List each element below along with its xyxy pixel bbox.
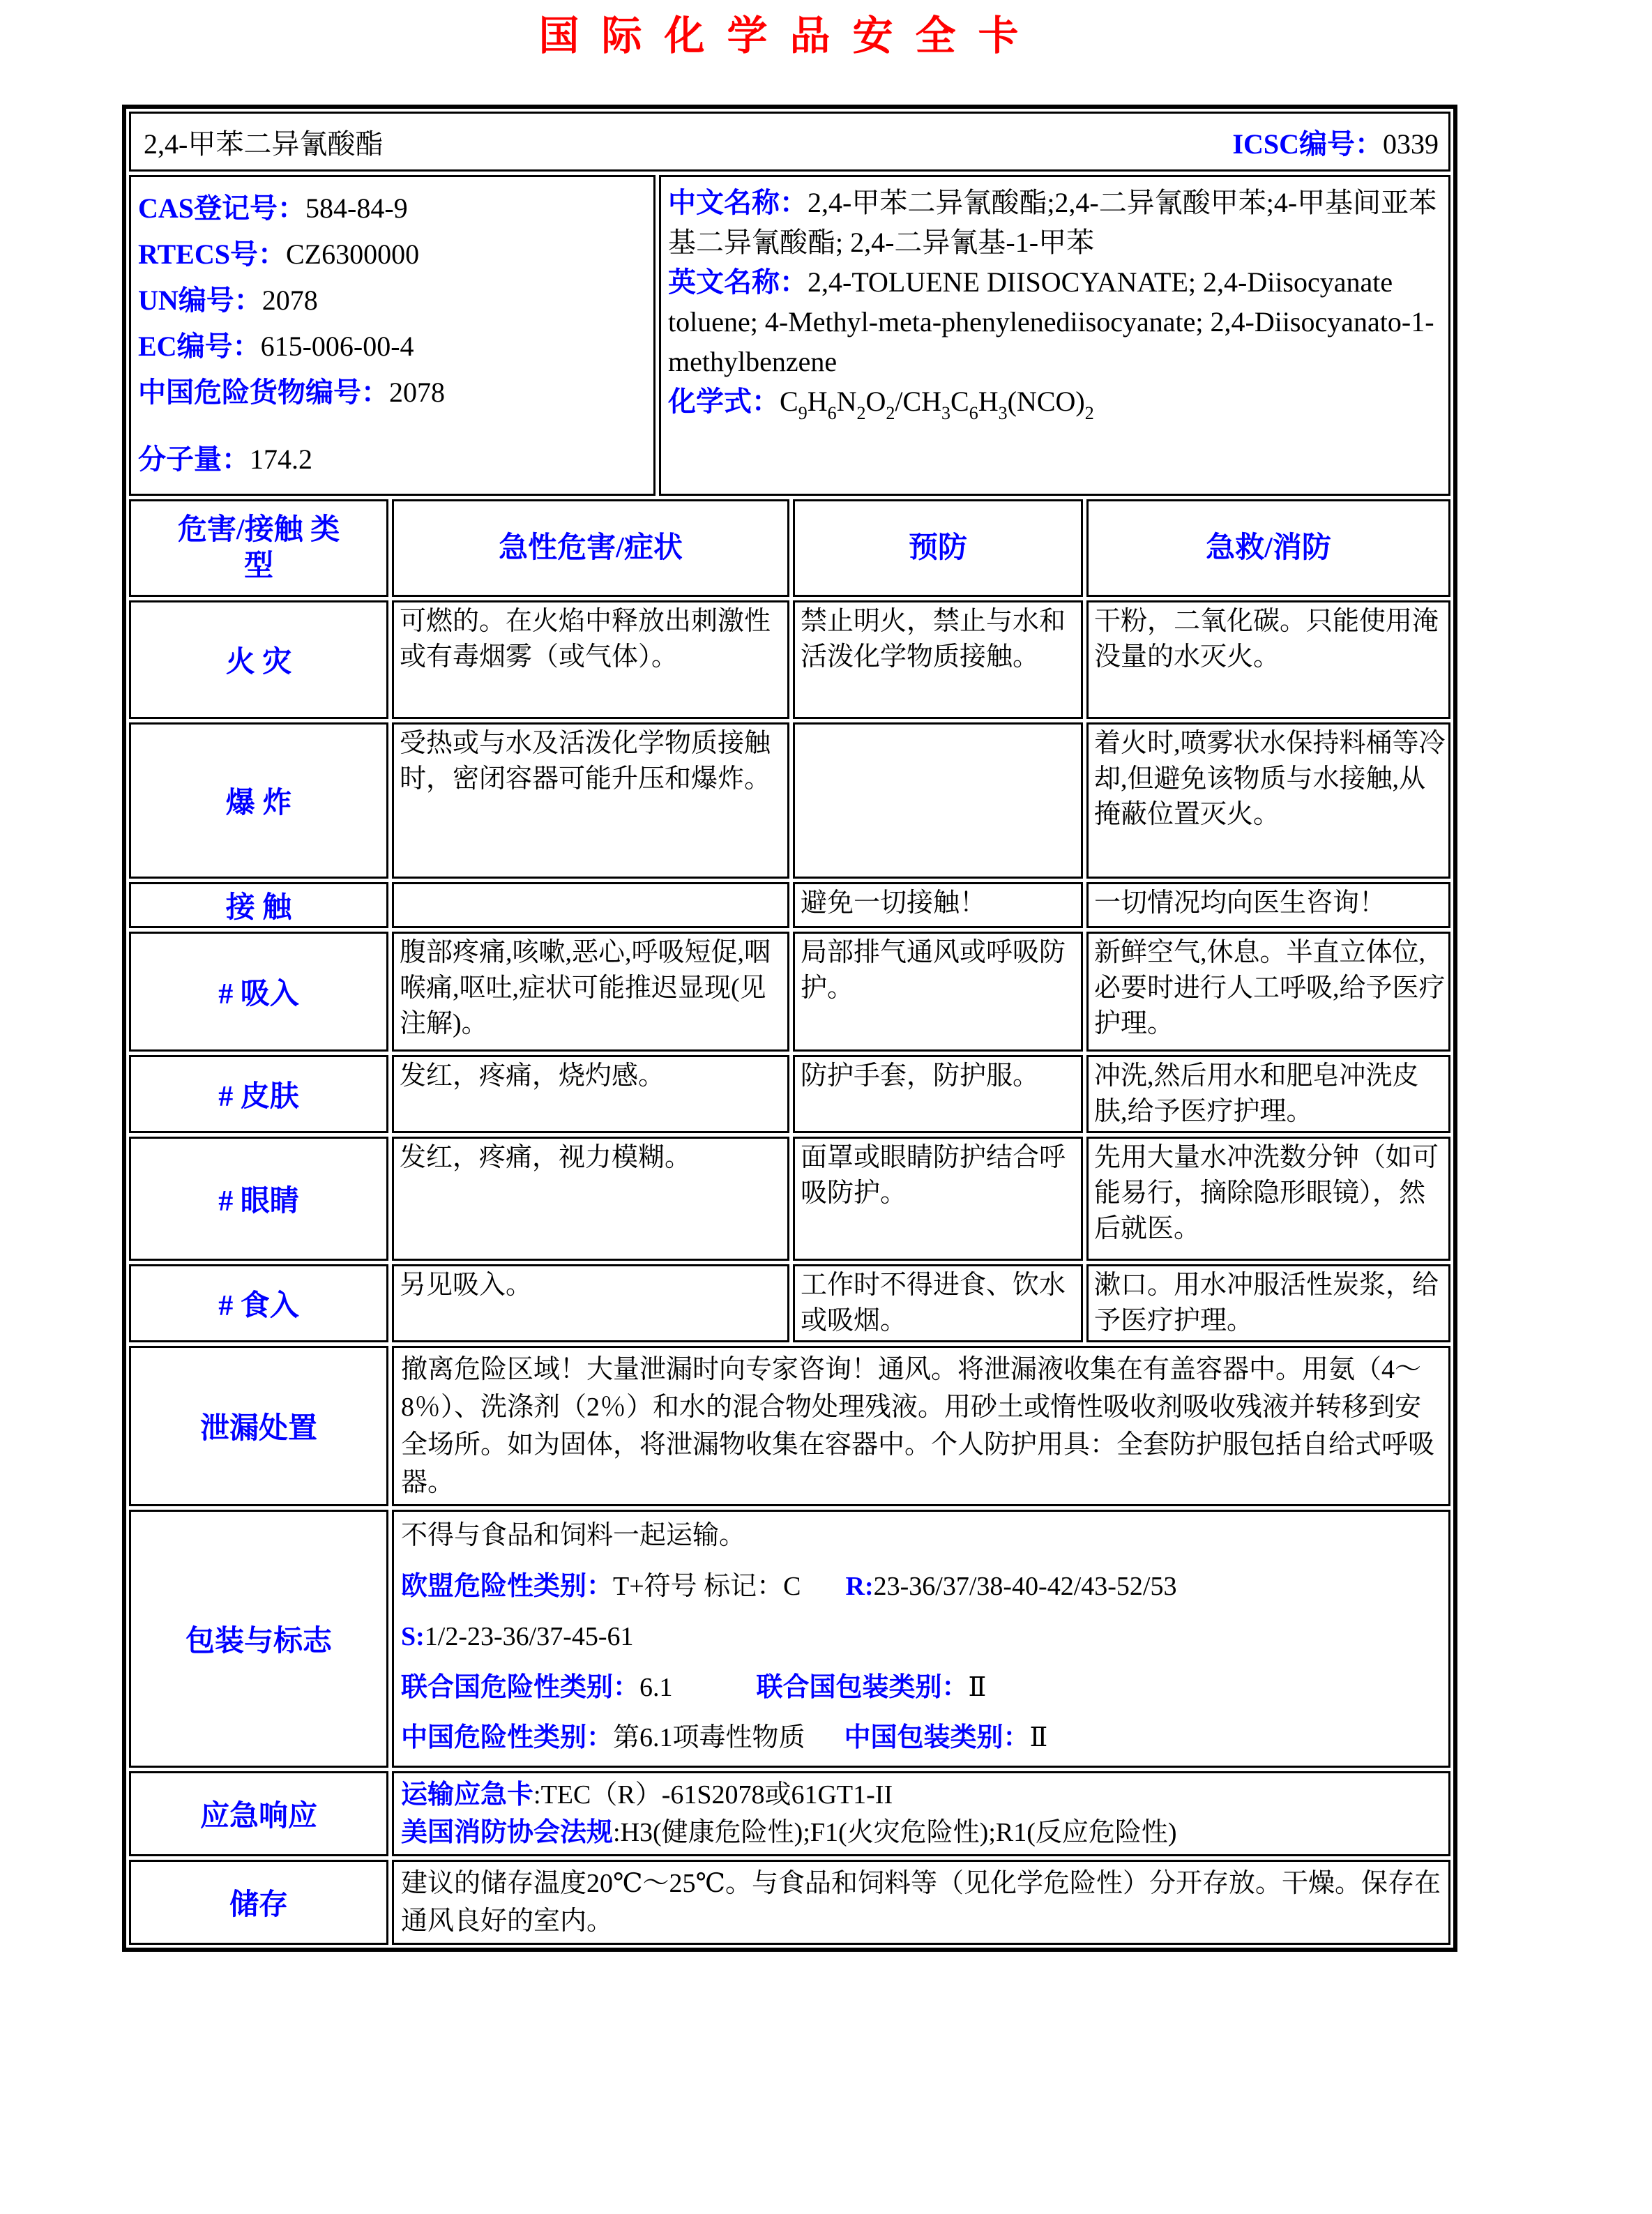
- ingestion-symptom-cell: 另见吸入。: [392, 1264, 789, 1342]
- row-label-skin: # 皮肤: [129, 1055, 388, 1133]
- rtecs-label: RTECS号：: [138, 238, 286, 270]
- un-class-label: 联合国危险性类别：: [401, 1672, 640, 1702]
- storage-label: 储存: [129, 1860, 388, 1945]
- r-phrases-value: 23-36/37/38-40-42/43-52/53: [873, 1571, 1177, 1601]
- molecular-weight-line: [138, 437, 651, 483]
- explosion-prevention-cell: [793, 722, 1083, 879]
- inhalation-prevention-cell: 局部排气通风或呼吸防护。: [793, 932, 1083, 1052]
- emergency-row: [129, 1771, 1450, 1856]
- pack-line-china: [401, 1720, 1443, 1756]
- cn-name-label: 中文名称：: [668, 187, 808, 218]
- spill-label: 泄漏处置: [129, 1346, 388, 1506]
- packaging-row: [129, 1510, 1450, 1768]
- nfpa-line: [401, 1814, 1443, 1851]
- storage-row: [129, 1860, 1450, 1945]
- formula-part: 2: [1084, 403, 1094, 423]
- china-dg-value: 2078: [389, 377, 445, 408]
- formula-block: [668, 381, 1443, 433]
- inhalation-firstaid-cell: 新鲜空气,休息。半直立体位,必要时进行人工呼吸,给予医疗护理。: [1086, 932, 1450, 1052]
- transport-note: 不得与食品和饲料一起运输。: [401, 1521, 746, 1550]
- cas-label: CAS登记号：: [138, 192, 306, 224]
- formula-part: C: [950, 386, 969, 417]
- tec-line: [401, 1776, 1443, 1814]
- hazard-row-skin: [129, 1055, 1450, 1133]
- substance-row: [129, 112, 1450, 172]
- symptoms-header: 急性危害/症状: [392, 499, 789, 597]
- pack-line-s: [401, 1618, 1443, 1655]
- formula-part: 3: [941, 403, 951, 423]
- en-name-value: 2,4-TOLUENE DIISOCYANATE; 2,4-Diisocyanate toluene; 4-Methyl-meta-phenylenediisocyanate; 2,4-Diisocyanato-1-methylbenzene: [668, 266, 1434, 377]
- china-pack-group-label: 中国包装类别：: [844, 1723, 1030, 1752]
- row-label-fire: 火 灾: [129, 600, 388, 719]
- formula-part: 6: [969, 403, 978, 423]
- contact-firstaid-cell: 一切情况均向医生咨询！: [1086, 882, 1450, 928]
- eu-class-label: 欧盟危险性类别：: [401, 1571, 614, 1601]
- hazard-row-contact: [129, 882, 1450, 928]
- hazard-row-eyes: [129, 1137, 1450, 1261]
- china-class-value: 第6.1项毒性物质: [613, 1723, 805, 1752]
- english-name-block: [668, 262, 1443, 381]
- identifiers-cell: [129, 175, 656, 496]
- hazard-type-header-text: 危害/接触 类型: [177, 514, 340, 582]
- s-phrases-label: S:: [401, 1622, 425, 1651]
- row-label-ingestion: # 食入: [129, 1264, 388, 1342]
- spill-content: 撤离危险区域！大量泄漏时向专家咨询！通风。将泄漏液收集在有盖容器中。用氨（4～8％）、洗涤剂（2％）和水的混合物处理残液。用砂土或惰性吸收剂吸收残液并转移到安全场所。如为固体，将泄漏物收集在容器中。个人防护用具：全套防护服包括自给式呼吸器。: [392, 1346, 1450, 1506]
- formula-part: H: [978, 386, 999, 417]
- icsc-number-group: [1232, 122, 1439, 162]
- pack-line-un: [401, 1669, 1443, 1706]
- formula-part: 2: [856, 403, 866, 423]
- rtecs-value: CZ6300000: [285, 238, 420, 270]
- ec-value: 615-006-00-4: [260, 331, 414, 362]
- tec-value: :TEC（R）-61S2078或61GT1-II: [533, 1780, 893, 1810]
- nfpa-label: 美国消防协会法规: [401, 1818, 614, 1847]
- row-label-eyes: # 眼睛: [129, 1137, 388, 1261]
- un-pack-group-value: Ⅱ: [968, 1672, 987, 1702]
- china-dg-line: [138, 370, 651, 416]
- safety-card: [122, 105, 1457, 1952]
- cn-name-value: 2,4-甲苯二异氰酸酯;2,4-二异氰酸甲苯;4-甲基间亚苯基二异氰酸酯; 2,4-二异氰基-1-甲苯: [668, 187, 1437, 258]
- explosion-symptom-cell: 受热或与水及活泼化学物质接触时，密闭容器可能升压和爆炸。: [392, 722, 789, 879]
- firstaid-header: 急救/消防: [1086, 499, 1450, 597]
- emergency-label: 应急响应: [129, 1771, 388, 1856]
- formula-part: 6: [827, 403, 837, 423]
- r-phrases-label: R:: [845, 1571, 874, 1601]
- china-dg-label: 中国危险货物编号：: [138, 377, 389, 408]
- eyes-symptom-cell: 发红，疼痛，视力模糊。: [392, 1137, 789, 1261]
- hazard-header-row: [129, 499, 1450, 597]
- spill-row: [129, 1346, 1450, 1506]
- icsc-label: ICSC编号：: [1232, 128, 1383, 160]
- hazard-type-header: [129, 499, 388, 597]
- substance-name: 2,4-甲苯二异氰酸酯: [144, 128, 384, 160]
- cas-value: 584-84-9: [305, 192, 408, 224]
- skin-prevention-cell: 防护手套，防护服。: [793, 1055, 1083, 1133]
- mw-label: 分子量：: [138, 443, 250, 475]
- un-class-value: 6.1: [639, 1672, 673, 1702]
- formula-part: C: [780, 386, 798, 417]
- un-value: 2078: [262, 285, 318, 316]
- row-label-explosion: 爆 炸: [129, 722, 388, 879]
- en-name-label: 英文名称：: [668, 266, 808, 298]
- page-title: 国际化学品安全卡: [538, 13, 1041, 59]
- hazard-row-inhalation: [129, 932, 1450, 1052]
- explosion-firstaid-cell: 着火时,喷雾状水保持料桶等冷却,但避免该物质与水接触,从掩蔽位置灭火。: [1086, 722, 1450, 879]
- s-phrases-value: 1/2-23-36/37-45-61: [424, 1622, 634, 1651]
- formula-part: H: [807, 386, 828, 417]
- un-label: UN编号：: [138, 285, 262, 316]
- tec-label: 运输应急卡: [401, 1780, 534, 1810]
- ec-line: [138, 324, 651, 370]
- china-class-label: 中国危险性类别：: [401, 1723, 614, 1752]
- formula-part: O: [865, 386, 886, 417]
- skin-firstaid-cell: 冲洗,然后用水和肥皂冲洗皮肤,给予医疗护理。: [1086, 1055, 1450, 1133]
- nfpa-value: :H3(健康危险性);F1(火灾危险性);R1(反应危险性): [613, 1818, 1177, 1847]
- pack-line-transport: [401, 1517, 1443, 1554]
- mw-value: 174.2: [250, 443, 312, 475]
- storage-content: 建议的储存温度20℃～25℃。与食品和饲料等（见化学危险性）分开存放。干燥。保存在通风良好的室内。: [392, 1860, 1450, 1945]
- emergency-content: [392, 1771, 1450, 1856]
- substance-header-cell: [129, 112, 1450, 172]
- eyes-prevention-cell: 面罩或眼睛防护结合呼吸防护。: [793, 1137, 1083, 1261]
- contact-symptom-cell: [392, 882, 789, 928]
- icsc-number: 0339: [1383, 128, 1439, 160]
- fire-symptom-cell: 可燃的。在火焰中释放出刺激性或有毒烟雾（或气体）。: [392, 600, 789, 719]
- row-label-contact: 接 触: [129, 882, 388, 928]
- inhalation-symptom-cell: 腹部疼痛,咳嗽,恶心,呼吸短促,咽喉痛,呕吐,症状可能推迟显现(见注解)。: [392, 932, 789, 1052]
- pack-line-eu: [401, 1568, 1443, 1605]
- chinese-name-block: [668, 183, 1443, 262]
- ingestion-firstaid-cell: 漱口。用水冲服活性炭浆，给予医疗护理。: [1086, 1264, 1450, 1342]
- un-pack-group-label: 联合国包装类别：: [756, 1672, 969, 1702]
- contact-prevention-cell: 避免一切接触！: [793, 882, 1083, 928]
- china-pack-group-value: Ⅱ: [1029, 1723, 1048, 1752]
- prevention-header: 预防: [793, 499, 1083, 597]
- eyes-firstaid-cell: 先用大量水冲洗数分钟（如可能易行，摘除隐形眼镜），然后就医。: [1086, 1137, 1450, 1261]
- hazard-row-ingestion: [129, 1264, 1450, 1342]
- row-label-inhalation: # 吸入: [129, 932, 388, 1052]
- formula-label: 化学式：: [668, 386, 780, 417]
- hazard-row-fire: [129, 600, 1450, 719]
- cas-line: [138, 185, 651, 232]
- packaging-content: [392, 1510, 1450, 1768]
- fire-firstaid-cell: 干粉，二氧化碳。只能使用淹没量的水灭火。: [1086, 600, 1450, 719]
- packaging-label: 包装与标志: [129, 1510, 388, 1768]
- formula-part: 9: [798, 403, 808, 423]
- ec-label: EC编号：: [138, 331, 261, 362]
- fire-prevention-cell: 禁止明火，禁止与水和活泼化学物质接触。: [793, 600, 1083, 719]
- formula-part: /CH: [895, 386, 942, 417]
- identity-row: [129, 175, 1450, 496]
- ingestion-prevention-cell: 工作时不得进食、饮水或吸烟。: [793, 1264, 1083, 1342]
- rtecs-line: [138, 232, 651, 278]
- formula-part: 3: [998, 403, 1008, 423]
- names-cell: [659, 175, 1450, 496]
- un-line: [138, 278, 651, 324]
- skin-symptom-cell: 发红，疼痛，烧灼感。: [392, 1055, 789, 1133]
- formula-part: 2: [886, 403, 895, 423]
- formula-part: (NCO): [1007, 386, 1085, 417]
- formula-part: N: [836, 386, 857, 417]
- hazard-row-explosion: [129, 722, 1450, 879]
- eu-class-value: T+符号 标记：C: [613, 1571, 801, 1601]
